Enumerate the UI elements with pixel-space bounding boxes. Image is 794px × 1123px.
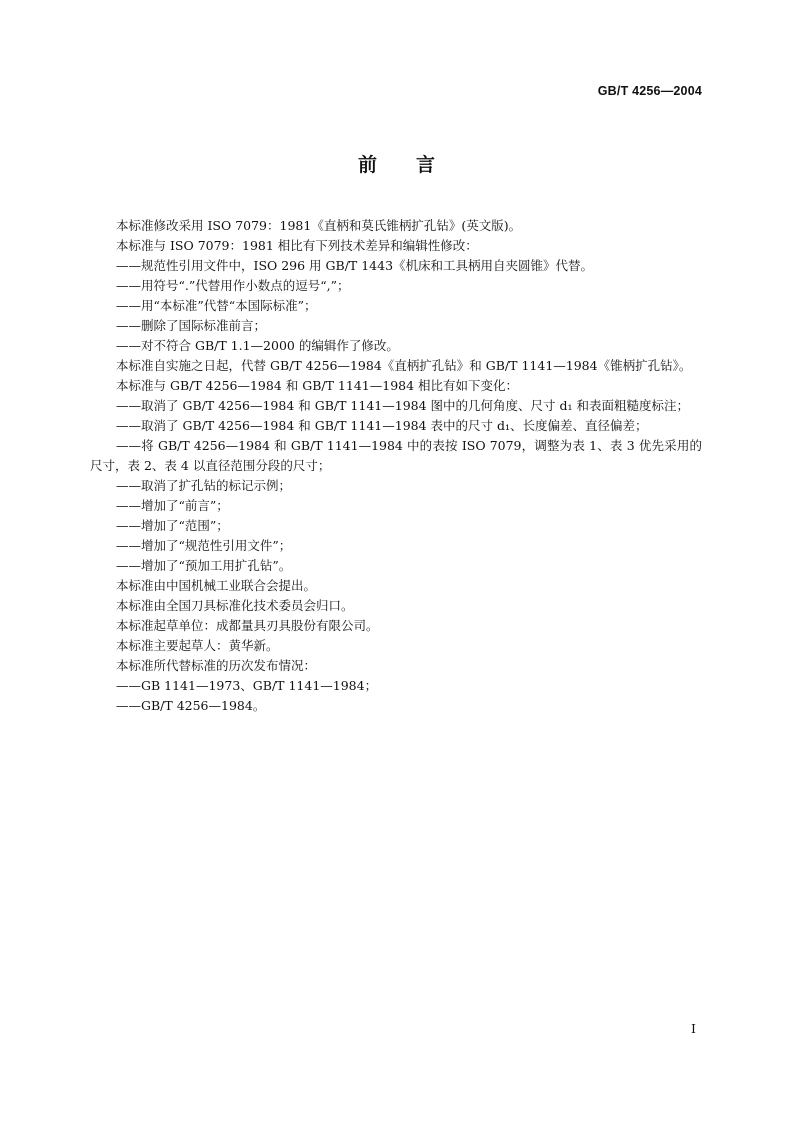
list-item: ——删除了国际标准前言； [116,318,267,333]
page-number: I [691,1021,696,1036]
list-item: ——增加了“范围”； [116,518,229,533]
list-item: ——对不符合 GB/T 1.1—2000 的编辑作了修改。 [116,338,399,353]
paragraph: 本标准与 GB/T 4256—1984 和 GB/T 1141—1984 相比有如下变化： [116,378,519,393]
list-item: ——取消了 GB/T 4256—1984 和 GB/T 1141—1984 图中的几何角度、尺寸 d₁ 和表面粗糙度标注； [116,398,689,413]
paragraph: 本标准与 ISO 7079：1981 相比有下列技术差异和编辑性修改： [116,238,478,253]
list-item: ——用“本标准”代替“本国际标准”； [116,298,317,313]
list-item: ——增加了“预加工用扩孔钻”。 [116,558,292,573]
paragraph: 本标准主要起草人：黄华新。 [116,638,279,653]
page-title [0,150,794,177]
list-item: ——规范性引用文件中，ISO 296 用 GB/T 1443《机床和工具柄用自夹圆锥》代替。 [116,258,594,273]
list-item: ——将 GB/T 4256—1984 和 GB/T 1141—1984 中的表按 ISO 7079，调整为表 1、表 3 优先采用的尺寸，表 2、表 4 以直径范围分段的尺寸； [90,438,702,473]
paragraph: 本标准修改采用 ISO 7079：1981《直柄和莫氏锥柄扩孔钻》(英文版)。 [116,218,522,233]
foreword-body [90,216,702,716]
list-item: ——取消了扩孔钻的标记示例； [116,478,292,493]
page-title-part2: 言 [416,154,437,176]
list-item: ——增加了“规范性引用文件”； [116,538,292,553]
list-item: ——GB/T 4256—1984。 [116,698,266,713]
list-item: ——用符号“.”代替用作小数点的逗号“,”； [116,278,350,293]
paragraph: 本标准所代替标准的历次发布情况： [116,658,317,673]
list-item: ——取消了 GB/T 4256—1984 和 GB/T 1141—1984 表中的尺寸 d₁、长度偏差、直径偏差； [116,418,648,433]
page-title-part1: 前 [357,154,378,176]
paragraph: 本标准由全国刀具标准化技术委员会归口。 [116,598,354,613]
list-item: ——GB 1141—1973、GB/T 1141—1984； [116,678,378,693]
paragraph: 本标准由中国机械工业联合会提出。 [116,578,317,593]
standard-number: GB/T 4256—2004 [597,84,702,98]
list-item: ——增加了“前言”； [116,498,229,513]
paragraph: 本标准起草单位：成都量具刃具股份有限公司。 [116,618,379,633]
paragraph: 本标准自实施之日起，代替 GB/T 4256—1984《直柄扩孔钻》和 GB/T 1141—1984《锥柄扩孔钻》。 [116,358,692,373]
